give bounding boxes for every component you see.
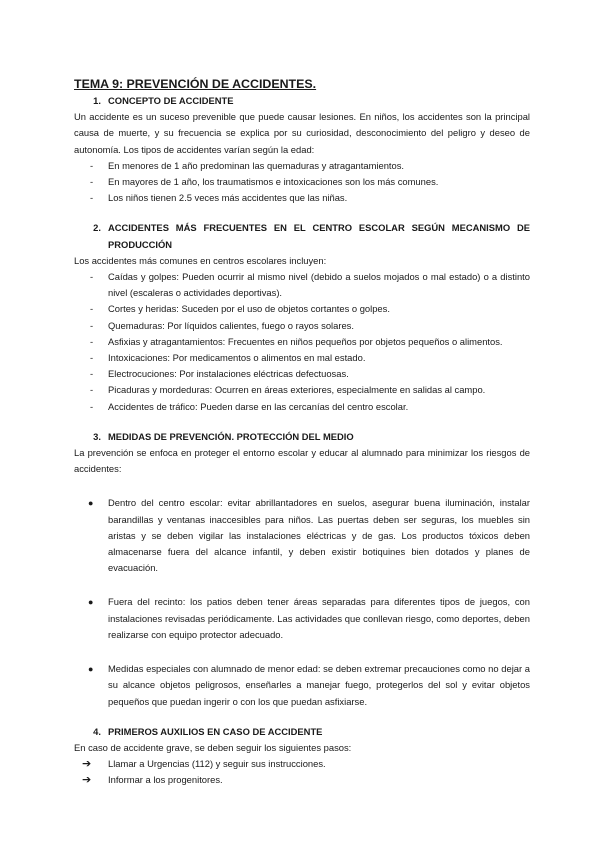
list-item: ● Fuera del recinto: los patios deben tener áreas separadas para diferentes tipos de juegos, con instalaciones revisadas periódicamente. Las actividades que conllevan riesgo, como deportes, deben realizarse con equipo protector adecuado. xyxy=(74,594,530,643)
list-item: - En mayores de 1 año, los traumatismos e intoxicaciones son los más comunes. xyxy=(74,174,530,190)
list-item: - Caídas y golpes: Pueden ocurrir al mismo nivel (debido a suelos mojados o mal estado) o a distinto nivel (escaleras o actividades deportivas). xyxy=(74,269,530,301)
section-number: 4. xyxy=(93,725,101,737)
section-2-paragraph: Los accidentes más comunes en centros escolares incluyen: xyxy=(74,254,327,266)
dash-marker: - xyxy=(90,400,94,412)
dash-marker: - xyxy=(90,384,94,396)
list-item: - Quemaduras: Por líquidos calientes, fuego o rayos solares. xyxy=(74,318,530,334)
list-item: - Electrocuciones: Por instalaciones eléctricas defectuosas. xyxy=(74,366,530,382)
list-item: ➔ Llamar a Urgencias (112) y seguir sus instrucciones. xyxy=(74,756,530,772)
section-title: ACCIDENTES MÁS FRECUENTES EN EL CENTRO ESCOLAR SEGÚN MECANISMO DE PRODUCCIÓN xyxy=(108,222,530,250)
section-number: 1. xyxy=(93,95,101,106)
section-2-list xyxy=(74,269,530,415)
section-3-heading xyxy=(74,429,530,445)
arrow-icon: ➔ xyxy=(82,774,92,787)
list-item: - Intoxicaciones: Por medicamentos o alimentos en mal estado. xyxy=(74,350,530,366)
section-4-paragraph: En caso de accidente grave, se deben seguir los siguientes pasos: xyxy=(74,741,352,753)
dash-marker: - xyxy=(90,335,94,347)
bullet-marker: ● xyxy=(88,597,94,608)
section-3-list xyxy=(74,495,530,709)
section-4-list xyxy=(74,756,530,788)
dash-marker: - xyxy=(90,319,94,331)
dash-marker: - xyxy=(90,271,94,283)
section-number: 3. xyxy=(93,430,101,442)
dash-marker: - xyxy=(90,159,94,171)
list-item: - Accidentes de tráfico: Pueden darse en las cercanías del centro escolar. xyxy=(74,399,530,415)
list-item: ● Dentro del centro escolar: evitar abrillantadores en suelos, asegurar buena iluminación, instalar barandillas y ventanas inaccesibles para niños. Las puertas deben ser seguras, los muebles sin aristas y se deben vigilar las instalaciones eléctricas y de gas. Los productos tóxicos deben almacenarse fuera del alcance infantil, y deben existir botiquines bien dotados y planes de evacuación. xyxy=(74,495,530,576)
list-item: - Los niños tienen 2.5 veces más accidentes que las niñas. xyxy=(74,190,530,206)
document-title: TEMA 9: PREVENCIÓN DE ACCIDENTES. xyxy=(74,77,317,91)
section-number: 2. xyxy=(93,222,101,234)
list-item: - En menores de 1 año predominan las quemaduras y atragantamientos. xyxy=(74,158,530,174)
list-item: - Cortes y heridas: Suceden por el uso de objetos cortantes o golpes. xyxy=(74,301,530,317)
dash-marker: - xyxy=(90,192,94,204)
section-1-heading xyxy=(74,93,530,109)
section-4-heading xyxy=(74,724,530,740)
list-item: ➔ Informar a los progenitores. xyxy=(74,772,530,788)
list-item: ● Medidas especiales con alumnado de menor edad: se deben extremar precauciones como no dejar a su alcance objetos peligrosos, enseñarles a manejar fuego, protegerlos del sol y evitar objetos pequeños que puedan ingerir o con los que puedan asfixiarse. xyxy=(74,661,530,710)
dash-marker: - xyxy=(90,352,94,364)
bullet-marker: ● xyxy=(88,498,94,509)
section-3-paragraph: La prevención se enfoca en proteger el entorno escolar y educar al alumnado para minimizar los riesgos de accidentes: xyxy=(74,447,530,475)
section-1-list xyxy=(74,158,530,207)
list-item: - Picaduras y mordeduras: Ocurren en áreas exteriores, especialmente en salidas al campo. xyxy=(74,382,530,398)
dash-marker: - xyxy=(90,303,94,315)
dash-marker: - xyxy=(90,368,94,380)
list-item: - Asfixias y atragantamientos: Frecuentes en niños pequeños por objetos pequeños o alimentos. xyxy=(74,334,530,350)
section-title: CONCEPTO DE ACCIDENTE xyxy=(108,95,234,106)
section-title: MEDIDAS DE PREVENCIÓN. PROTECCIÓN DEL MEDIO xyxy=(108,430,354,442)
dash-marker: - xyxy=(90,176,94,188)
bullet-marker: ● xyxy=(88,664,94,675)
section-1-paragraph: Un accidente es un suceso prevenible que puede causar lesiones. En niños, los accidentes son la principal causa de muerte, y su frecuencia se explica por su curiosidad, desconocimiento del peligro y deseo de autonomía. Los tipos de accidentes varían según la edad: xyxy=(74,111,530,155)
arrow-icon: ➔ xyxy=(82,758,92,771)
section-2-heading xyxy=(74,220,530,252)
section-title: PRIMEROS AUXILIOS EN CASO DE ACCIDENTE xyxy=(108,725,323,737)
